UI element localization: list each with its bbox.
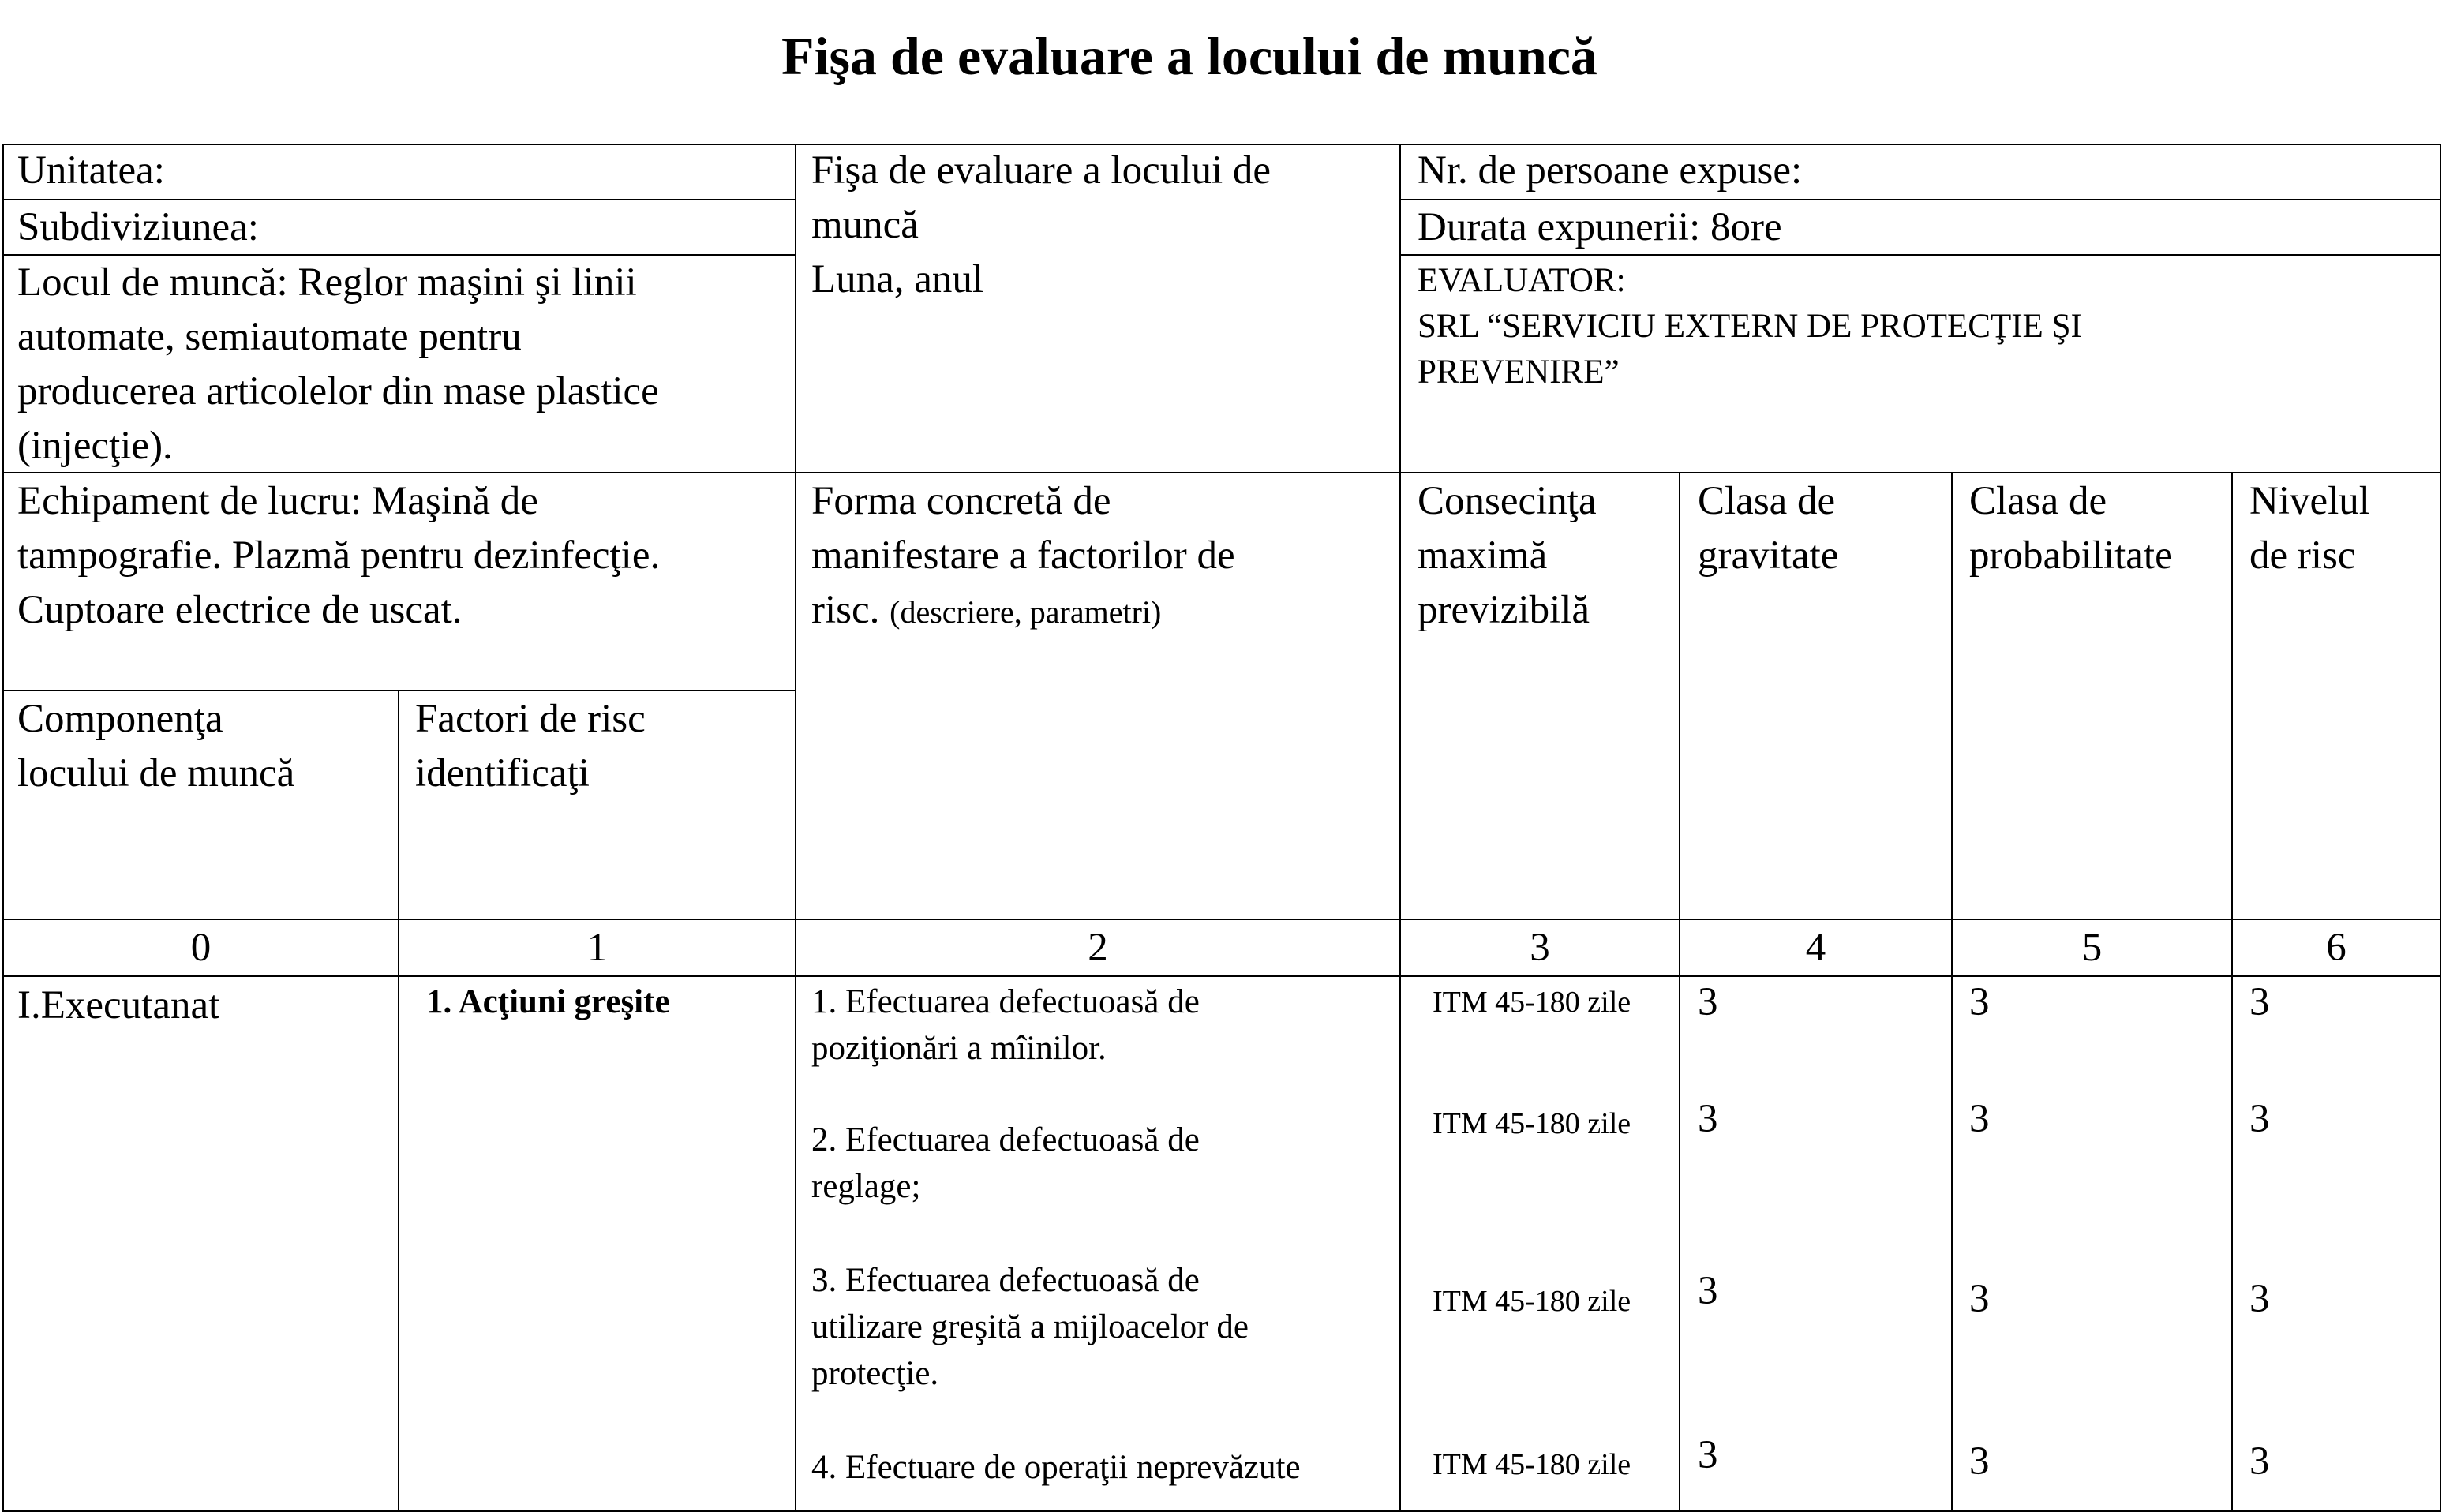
index-number: 2 (1088, 926, 1108, 970)
evaluator-line-1: EVALUATOR: (1418, 262, 1626, 299)
factori-line-1: Factori de risc (415, 697, 646, 741)
probabilitate-line-2: probabilitate (1969, 533, 2173, 578)
body-factori-cell (398, 975, 796, 1512)
gravitate-line-1: Clasa de (1698, 479, 1836, 523)
probabilitate-value: 3 (1969, 1277, 1990, 1321)
locul-de-munca-line-2: automate, semiautomate pentru (17, 315, 522, 359)
fisa-line-3: Luna, anul (811, 257, 984, 301)
body-componenta-cell (2, 975, 399, 1512)
consecinta-line-3: previzibilă (1418, 588, 1590, 632)
forma-line-3 (811, 583, 1161, 639)
forma-descriere-note: (descriere, parametri) (890, 594, 1162, 630)
probabilitate-value: 3 (1969, 1097, 1990, 1141)
risk-item-3-line-3: protecţie. (811, 1355, 939, 1392)
component-name: I.Executanat (17, 983, 220, 1027)
nivel-risc-line-2: de risc (2249, 533, 2356, 578)
gravitate-value: 3 (1698, 1433, 1718, 1477)
durata-label: Durata expunerii: 8ore (1418, 205, 1782, 249)
evaluator-line-3: PREVENIRE” (1418, 354, 1620, 391)
body-gravitate-cell (1679, 975, 1953, 1512)
index-number: 5 (2081, 926, 2103, 970)
risc-value: 3 (2249, 1097, 2270, 1141)
probabilitate-value: 3 (1969, 1439, 1990, 1484)
locul-de-munca-line-3: producerea articolelor din mase plastice (17, 369, 659, 414)
consecinta-value: ITM 45-180 zile (1433, 986, 1631, 1019)
index-number: 4 (1805, 926, 1826, 970)
risk-item-1-line-1: 1. Efectuarea defectuoasă de (811, 983, 1200, 1020)
subdiviziunea-label: Subdiviziunea: (17, 205, 259, 249)
gravitate-value: 3 (1698, 980, 1718, 1024)
factori-line-2: identificaţi (415, 751, 590, 795)
componenta-line-1: Componenţa (17, 697, 223, 741)
componenta-line-2: locului de muncă (17, 751, 295, 795)
index-number: 3 (1530, 926, 1550, 970)
consecinta-line-2: maximă (1418, 533, 1548, 578)
probabilitate-value: 3 (1969, 980, 1990, 1024)
echipament-line-3: Cuptoare electrice de uscat. (17, 588, 463, 632)
index-number: 1 (586, 926, 608, 970)
locul-de-munca-line-4: (injecţie). (17, 424, 173, 468)
factor-name: 1. Acţiuni greşite (426, 983, 670, 1020)
consecinta-value: ITM 45-180 zile (1433, 1107, 1631, 1140)
body-nivel-risc-cell (2231, 975, 2441, 1512)
consecinta-value: ITM 45-180 zile (1433, 1285, 1631, 1318)
gravitate-value: 3 (1698, 1269, 1718, 1313)
nivel-risc-line-1: Nivelul (2249, 479, 2370, 523)
gravitate-value: 3 (1698, 1097, 1718, 1141)
echipament-line-2: tampografie. Plazmă pentru dezinfecţie. (17, 533, 661, 578)
risk-item-2-line-2: reglage; (811, 1168, 921, 1205)
index-number: 6 (2326, 926, 2346, 970)
page-title: Fişa de evaluare a locului de muncă (781, 26, 1597, 86)
risk-item-4-line-1: 4. Efectuare de operaţii neprevăzute (811, 1449, 1301, 1486)
risk-item-2-line-1: 2. Efectuarea defectuoasă de (811, 1121, 1200, 1158)
consecinta-value: ITM 45-180 zile (1433, 1448, 1631, 1481)
risc-value: 3 (2249, 1277, 2270, 1321)
risc-value: 3 (2249, 1439, 2270, 1484)
unitatea-label: Unitatea: (17, 148, 165, 193)
risk-item-3-line-2: utilizare greşită a mijloacelor de (811, 1308, 1249, 1345)
risc-value: 3 (2249, 980, 2270, 1024)
evaluator-line-2: SRL “SERVICIU EXTERN DE PROTECŢIE ŞI (1418, 308, 2082, 345)
body-probabilitate-cell (1951, 975, 2233, 1512)
gravitate-line-2: gravitate (1698, 533, 1839, 578)
fisa-line-2: muncă (811, 203, 919, 247)
risk-item-1-line-2: poziţionări a mîinilor. (811, 1030, 1107, 1067)
forma-line-1: Forma concretă de (811, 479, 1111, 523)
forma-risc-label: risc. (811, 588, 880, 632)
index-number: 0 (190, 926, 212, 970)
forma-line-2: manifestare a factorilor de (811, 533, 1235, 578)
probabilitate-line-1: Clasa de (1969, 479, 2107, 523)
risk-item-3-line-1: 3. Efectuarea defectuoasă de (811, 1262, 1200, 1299)
echipament-line-1: Echipament de lucru: Maşină de (17, 479, 538, 523)
locul-de-munca-line-1: Locul de muncă: Reglor maşini şi linii (17, 260, 637, 305)
body-consecinta-cell (1399, 975, 1680, 1512)
consecinta-line-1: Consecinţa (1418, 479, 1597, 523)
fisa-line-1: Fişa de evaluare a locului de (811, 148, 1272, 193)
nr-persoane-label: Nr. de persoane expuse: (1418, 148, 1803, 193)
